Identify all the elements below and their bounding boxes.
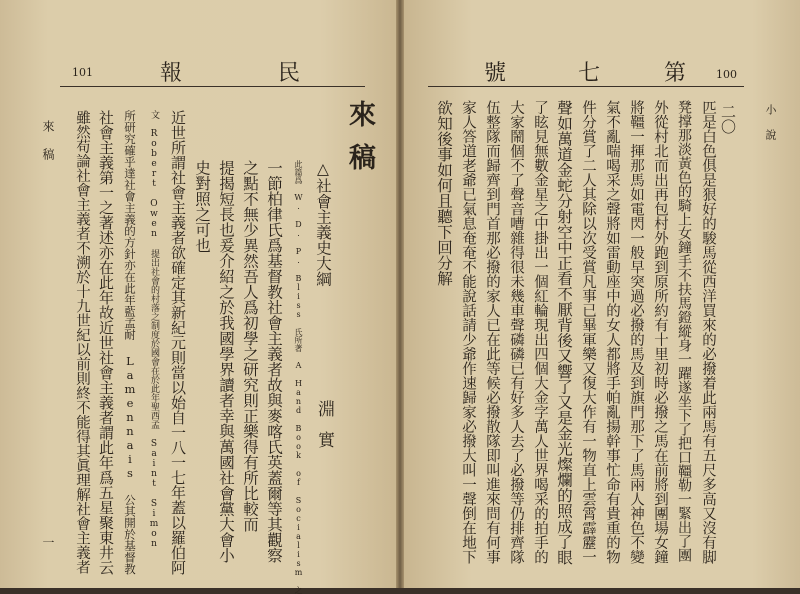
text-column: 家人答道老爺已氣息奄奄不能說話請少爺作速歸家必撥大叫一聲倒在地下: [460, 100, 476, 564]
column-number: 二〇: [719, 104, 737, 134]
text-column: 提揭短長也爰介紹之於我國學界讀者幸與萬國社會黨大會小: [217, 160, 235, 563]
text-column: 凳撑那淡黃色的騎上女鐘手不扶馬鐙縱身一躍遂坐下了把口韁勒一緊出了團: [676, 100, 692, 562]
text-column: 將韁一揮那馬如電閃一般早突過必撥的馬及到旗門那下了馬兩人神色不變: [628, 100, 644, 564]
footer-number: 一: [41, 536, 55, 548]
text-column: 之點不無少異然吾人爲初學之研究則正樂得有所比較而: [241, 160, 259, 532]
running-head-char: 七: [578, 61, 601, 86]
text-column: 文 Robert Owen 提出社會的村落之制度於國會在於此年聖西孟 Saint Simon: [149, 110, 159, 549]
text-column: 聲如萬道金蛇分射空中正看不厭背後又響了又是金光燦爛的照成了眼: [555, 100, 573, 565]
text-column: 了眩見無數金星之中掛出一個紅輪現出四個大金字萬人世界喝采的拍手的: [532, 100, 548, 564]
book-spine: [396, 0, 404, 588]
text-column: 一節柏律氏爲基督教社會主義者故與麥喀氏英蓋爾等其觀察: [265, 160, 283, 563]
text-column: 史對照之可也: [193, 160, 211, 253]
text-column: 社會主義第一之著述亦在此年故近世社會主義者謂此年爲五星聚東井云: [97, 110, 115, 575]
text-column: 伍整隊而歸齊到門首那必撥的家人已在此等候必撥散隊即叫進來問有何事: [484, 100, 500, 564]
footer-title: 來稿: [41, 120, 55, 176]
page-number: 100: [716, 68, 737, 81]
text-column: 匹是白色俱是狠好的駿馬從西洋買來的必撥着此兩馬有五尺多高又沒有脚: [700, 100, 716, 564]
running-head-char: 民: [278, 61, 301, 86]
text-column: 外從村北而出再包村外跑到原所約有十里初時必撥之馬在前將到團場女鐘: [652, 100, 668, 564]
author: 淵實: [314, 400, 334, 462]
header-rule: [60, 86, 365, 87]
section-label: 小說: [764, 104, 777, 154]
text-column: 大家鬧個不了聲音嘈雜得很未幾車聲磷磷已有好多人去了必撥等仍排齊隊: [508, 100, 524, 564]
text-column: 所研究確乎達社會主義的方針亦在此年藍孟耐 Lamennais 公其開於基督教: [123, 110, 137, 575]
text-column: 雖然苟論社會主義者不溯於十九世紀以前則終不能得其眞理解社會主義者: [74, 110, 90, 574]
text-column: 欲知後事如何且聽下回分解: [435, 100, 453, 286]
running-head-char: 號: [484, 61, 507, 86]
text-column: 氣不亂喘喝采之聲將如雷動座中的女人都將手帕亂揚幹事忙命有貴重的物: [604, 100, 620, 564]
article-title: △社會主義史大綱: [314, 160, 332, 287]
text-column: 件分賞了二人其除以次受賞凡事已畢軍樂又復大作有一物直上雲霄霹靂一: [580, 100, 596, 564]
running-head-char: 第: [664, 61, 687, 86]
header-rule: [428, 86, 744, 87]
text-column: 此篇爲 W. D. P. Bliss 氏所著 A Hand Book of Socialism 之: [294, 160, 303, 594]
page-number: 101: [72, 66, 93, 79]
text-column: 近世所謂社會主義者欲確定其新紀元則當以始自一八一七年蓋以羅伯阿: [169, 110, 187, 575]
running-head-char: 報: [160, 61, 183, 86]
right-page: [400, 0, 800, 588]
section-title: 來稿: [344, 100, 375, 186]
